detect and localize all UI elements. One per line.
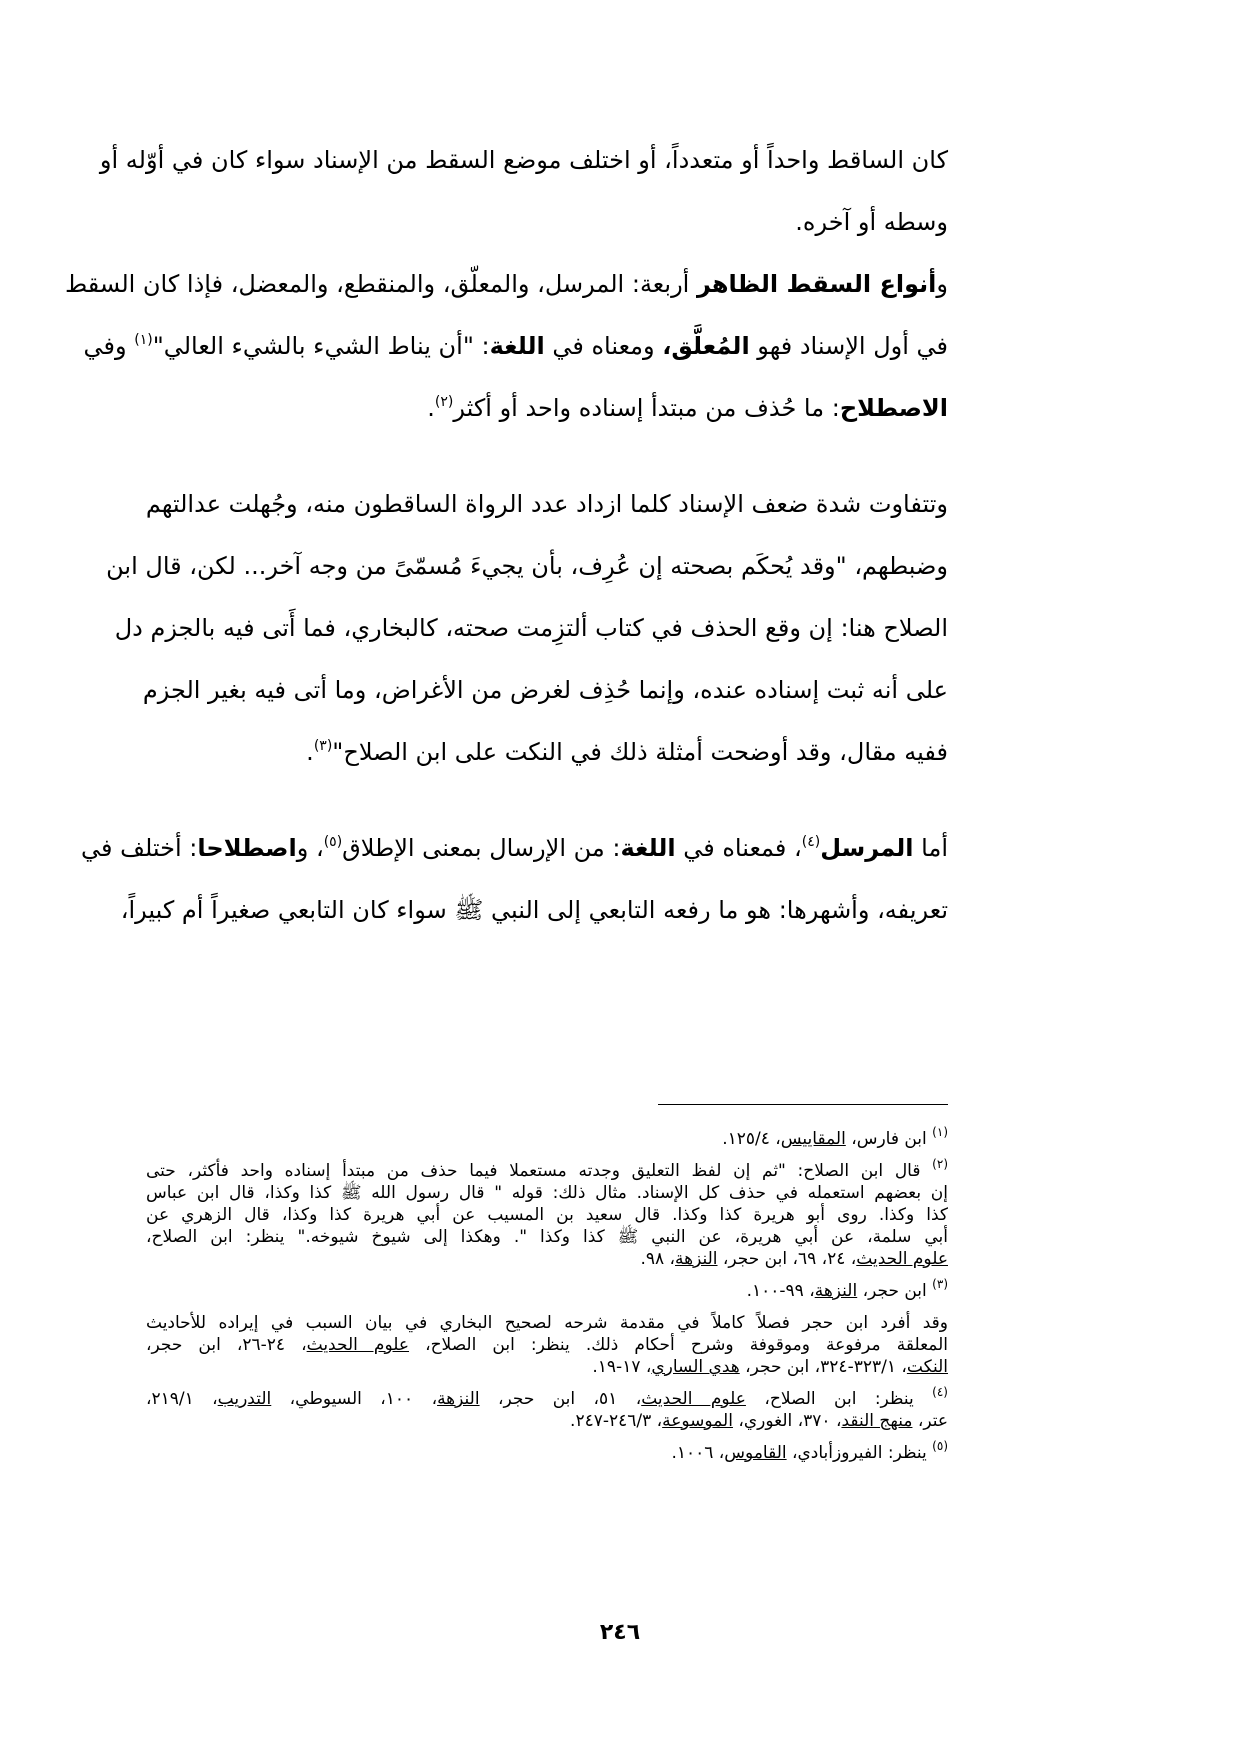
- bold-term: المُعلَّق،: [662, 332, 750, 360]
- footnote-4: $^{(٤)}$ ينظر: ابن الصلاح، علوم الحديث، ٥١، ابن حجر، النزهة، ١٠٠، السيوطي، التدريب، ٢١٩/١، عتر، منهج النقد، ٣٧٠، الغوري، الموسوعة، ٢٤٦/٣-٢٤٧.: [146, 1385, 948, 1431]
- bold-term: أنواع السقط الظاهر: [696, 270, 937, 298]
- source-title: هدي الساري: [651, 1357, 740, 1377]
- bold-term: اللغة: [620, 834, 676, 862]
- page-number: ٢٤٦: [599, 1620, 641, 1645]
- footnote-ref[interactable]: (٥): [323, 834, 343, 850]
- source-title: منهج النقد: [841, 1411, 913, 1431]
- bold-term: المرسل: [820, 834, 914, 862]
- text-line: تعريفه، وأشهرها: هو ما رفعه التابعي إلى النبي ﷺ سواء كان التابعي صغيراً أم كبيراً،: [120, 896, 948, 924]
- source-title: القاموس: [724, 1443, 787, 1463]
- source-title: النزهة: [814, 1281, 858, 1301]
- source-title: التدريب: [217, 1389, 272, 1409]
- footnote-3: $^{(٣)}$ ابن حجر، النزهة، ٩٩-١٠٠.: [746, 1277, 948, 1301]
- bold-term: الاصطلاح: [839, 394, 948, 422]
- footnote-3-continued: وقد أفرد ابن حجر فصلاً كاملاً في مقدمة شرحه لصحيح البخاري في بيان السبب في إيراده للأحاديث المعلقة مرفوعة وموقوفة وشرح أحكام ذلك. ينظر: ابن الصلاح، علوم الحديث، ٢٤-٢٦، ابن حجر، النكت، ٣٢٣/١-٣٢٤، ابن حجر، هدي الساري، ١٧-١٩.: [146, 1313, 949, 1377]
- source-title: علوم الحديث: [641, 1389, 746, 1409]
- source-title: الموسوعة: [662, 1411, 733, 1431]
- footnote-separator: [658, 1104, 948, 1105]
- text-line: الاصطلاح: ما حُذف من مبتدأ إسناده واحد أو أكثر$^{(٢)}$.: [427, 394, 948, 422]
- source-title: المقاييس: [780, 1129, 846, 1149]
- text-line: ففيه مقال، وقد أوضحت أمثلة ذلك في النكت على ابن الصلاح"$^{(٣)}$.: [306, 738, 948, 766]
- text-line: على أنه ثبت إسناده عنده، وإنما حُذِف لغرض من الأغراض، وما أتى فيه بغير الجزم: [142, 676, 948, 704]
- text-line: الصلاح هنا: إن وقع الحذف في كتاب ألتزِمت صحته، كالبخاري، فما أَتى فيه بالجزم دل: [114, 614, 948, 642]
- source-title: النكت: [906, 1357, 948, 1377]
- main-text: [64, 140, 948, 952]
- source-title: علوم الحديث: [306, 1335, 410, 1355]
- text-line: وضبطهم، "وقد يُحكَم بصحته إن عُرِف، بأن يجيءَ مُسمّىً من وجه آخر... لكن، قال ابن: [106, 552, 948, 580]
- text-line: وسطه أو آخره.: [795, 208, 948, 236]
- bold-term: اللغة: [489, 332, 545, 360]
- footnote-2: $^{(٢)}$ قال ابن الصلاح: "ثم إن لفظ التعليق وجدته مستعملا فيما حذف من مبتدأ إسناده واحد فأكثر، حتى إن بعضهم استعمله في حذف كل الإسناد. مثال ذلك: قوله " قال رسول الله ﷺ كذا وكذا، قال ابن عباس كذا وكذا. روى أبو هريرة كذا وكذا. قال سعيد بن المسيب عن أبي هريرة كذا وكذا، قال الزهري عن أبي سلمة، عن أبي هريرة، عن النبي ﷺ كذا وكذا ". وهكذا إلى شيوخ شيوخه." ينظر: ابن الصلاح، علوم الحديث، ٢٤، ٦٩، ابن حجر، النزهة، ٩٨.: [146, 1157, 948, 1269]
- bold-term: اصطلاحا: [197, 834, 297, 862]
- text-line: وتتفاوت شدة ضعف الإسناد كلما ازداد عدد الرواة الساقطون منه، وجُهلت عدالتهم: [145, 490, 948, 518]
- footnotes: [146, 1125, 949, 1474]
- source-title: علوم الحديث: [856, 1249, 948, 1269]
- footnote-ref[interactable]: (٣): [313, 738, 333, 754]
- text-line: وأنواع السقط الظاهر أربعة: المرسل، والمعلّق، والمنقطع، والمعضل، فإذا كان السقط: [64, 270, 948, 298]
- text-line: أما المرسل$^{(٤)}$، فمعناه في اللغة: من الإرسال بمعنى الإطلاق$^{(٥)}$، واصطلاحا: أختلف في: [81, 834, 948, 862]
- source-title: النزهة: [437, 1389, 480, 1409]
- footnote-1: $^{(١)}$ ابن فارس، المقاييس، ١٢٥/٤.: [722, 1125, 948, 1149]
- text-line: في أول الإسناد فهو المُعلَّق، ومعناه في اللغة: "أن يناط الشيء بالشيء العالي"$^{(١)}$ وفي: [83, 332, 948, 360]
- text-line: كان الساقط واحداً أو متعدداً، أو اختلف موضع السقط من الإسناد سواء كان في أوّله أو: [99, 146, 948, 174]
- source-title: النزهة: [675, 1249, 718, 1269]
- footnote-ref[interactable]: (١): [134, 332, 153, 348]
- footnote-ref[interactable]: (٢): [434, 394, 454, 410]
- footnote-5: $^{(٥)}$ ينظر: الفيروزأبادي، القاموس، ١٠٠٦.: [671, 1439, 948, 1463]
- footnote-ref[interactable]: (٤): [801, 834, 821, 850]
